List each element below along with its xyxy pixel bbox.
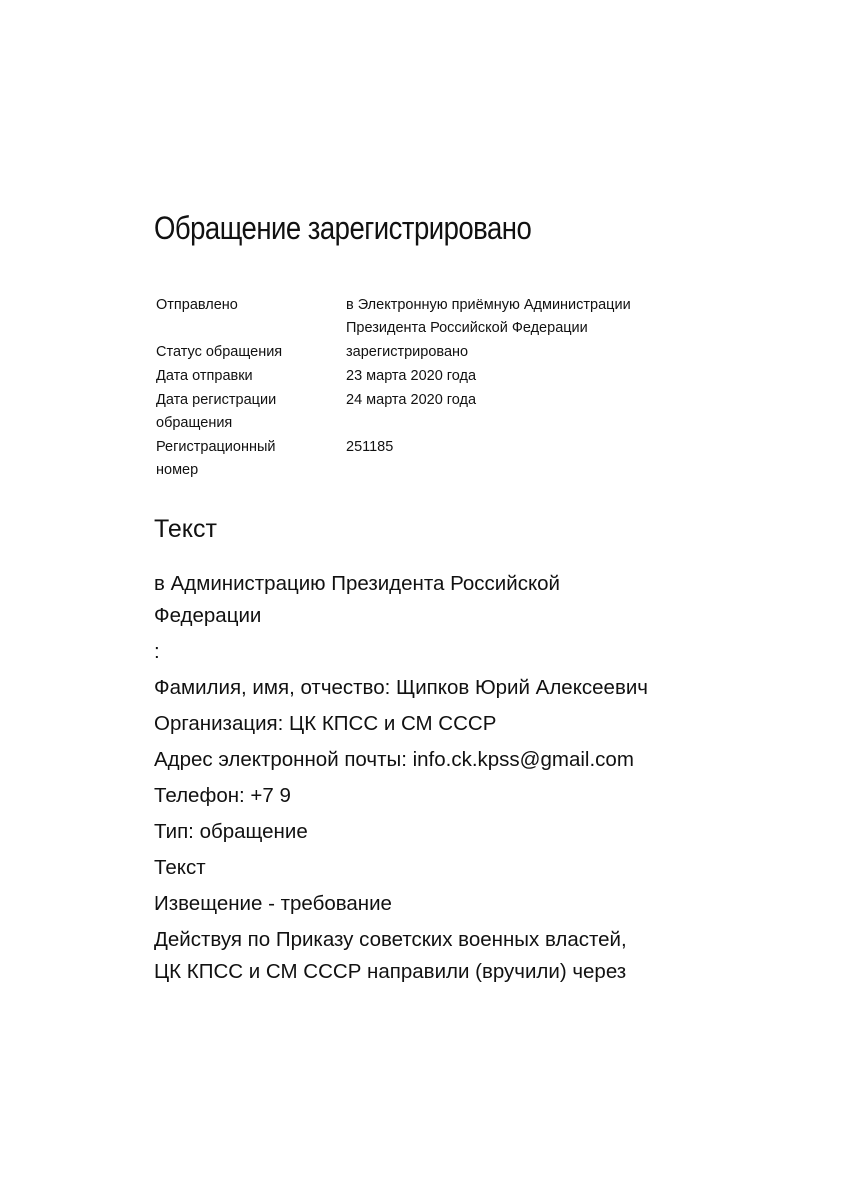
email-line: Адрес электронной почты: info.ck.kpss@gmail.com bbox=[154, 748, 634, 771]
reg-number-row bbox=[156, 436, 716, 483]
body-line2: ЦК КПСС и СМ СССР направили (вручили) через bbox=[154, 960, 627, 983]
body-line1: Действуя по Приказу советских военных властей, bbox=[154, 928, 627, 951]
addressee-line2: Федерации bbox=[154, 604, 262, 627]
sent-value-line1: в Электронную приёмную Администрации bbox=[346, 297, 631, 313]
status-row bbox=[156, 341, 716, 365]
fio-line: Фамилия, имя, отчество: Щипков Юрий Алексеевич bbox=[154, 676, 648, 699]
reg-date-value: 24 марта 2020 года bbox=[346, 392, 477, 408]
reg-number-label bbox=[156, 436, 346, 483]
appeal-text bbox=[154, 568, 714, 992]
phone-line: Телефон: +7 9 bbox=[154, 784, 291, 807]
send-date-label: Дата отправки bbox=[156, 368, 253, 384]
addressee bbox=[154, 568, 714, 632]
appeal-details-table bbox=[156, 294, 716, 483]
text-section-heading: Текст bbox=[154, 515, 217, 543]
reg-number-label-line2: номер bbox=[156, 462, 199, 478]
reg-number-value: 251185 bbox=[346, 439, 394, 455]
send-date-row bbox=[156, 365, 716, 389]
page-title: Обращение зарегистрировано bbox=[154, 210, 532, 246]
send-date-value: 23 марта 2020 года bbox=[346, 368, 477, 384]
sent-row bbox=[156, 294, 716, 341]
sent-value bbox=[346, 294, 716, 341]
colon-line: : bbox=[154, 640, 160, 663]
body-paragraph bbox=[154, 924, 714, 988]
reg-date-row bbox=[156, 389, 716, 436]
reg-date-label bbox=[156, 389, 346, 436]
reg-number-label-line1: Регистрационный bbox=[156, 439, 276, 455]
status-value: зарегистрировано bbox=[346, 344, 469, 360]
notice-line: Извещение - требование bbox=[154, 892, 392, 915]
status-label: Статус обращения bbox=[156, 344, 283, 360]
reg-date-label-line1: Дата регистрации bbox=[156, 392, 277, 408]
addressee-line1: в Администрацию Президента Российской bbox=[154, 572, 560, 595]
text-label-line: Текст bbox=[154, 856, 206, 879]
sent-label: Отправлено bbox=[156, 297, 238, 313]
organization-line: Организация: ЦК КПСС и СМ СССР bbox=[154, 712, 497, 735]
type-line: Тип: обращение bbox=[154, 820, 308, 843]
reg-date-label-line2: обращения bbox=[156, 415, 233, 431]
sent-value-line2: Президента Российской Федерации bbox=[346, 320, 588, 336]
